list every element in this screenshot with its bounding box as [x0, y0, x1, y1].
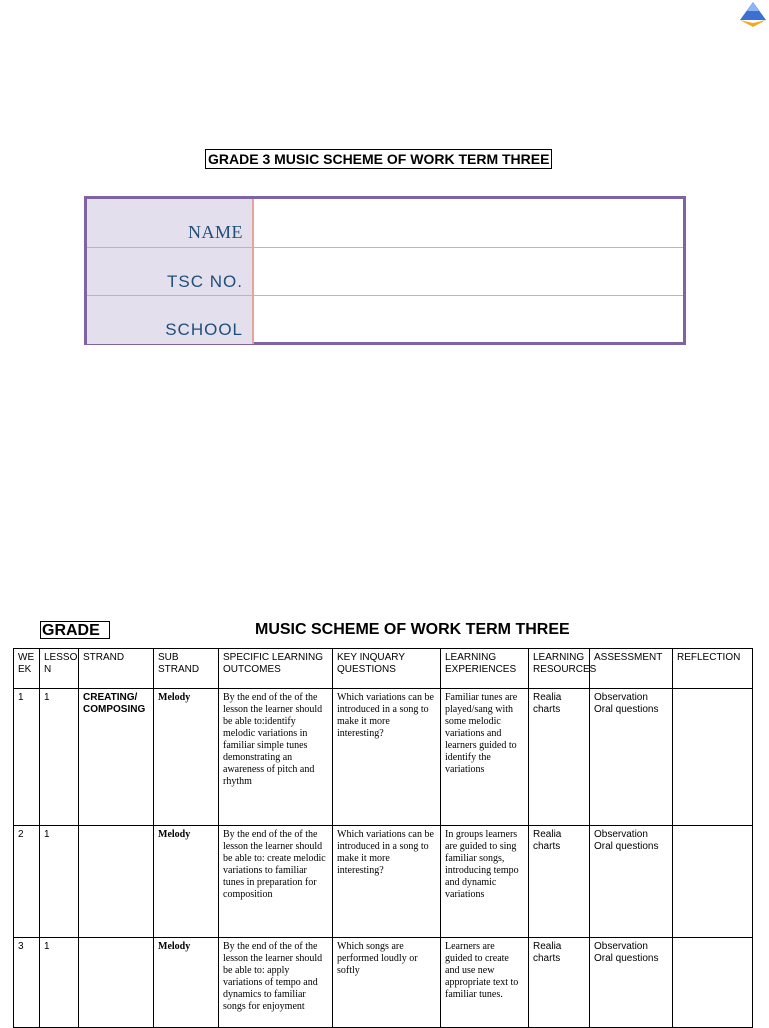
tsc-label: TSC NO.	[167, 272, 243, 291]
assessment-cell: Observation Oral questions	[590, 826, 673, 938]
assessment-cell: Observation Oral questions	[590, 689, 673, 826]
questions-cell: Which variations can be introduced in a song to make it more interesting?	[333, 826, 441, 938]
table-row	[14, 689, 753, 826]
questions-cell: Which variations can be introduced in a song to make it more interesting?	[333, 689, 441, 826]
reflection-cell	[673, 826, 753, 938]
school-label-cell	[87, 296, 254, 344]
reflection-cell	[673, 938, 753, 1028]
teacher-details-table	[84, 196, 686, 345]
school-field[interactable]	[254, 296, 683, 344]
tsc-row	[87, 247, 683, 296]
lesson-cell: 1	[40, 689, 79, 826]
header-resources: LEARNING RESOURCES	[529, 649, 590, 689]
name-label: NAME	[188, 222, 243, 242]
sub-strand-cell: Melody	[154, 689, 219, 826]
strand-cell	[79, 938, 154, 1028]
questions-cell: Which songs are performed loudly or softly	[333, 938, 441, 1028]
scheme-table	[13, 648, 753, 1028]
name-field[interactable]	[254, 199, 683, 247]
school-label: SCHOOL	[165, 320, 243, 339]
reflection-cell	[673, 689, 753, 826]
lesson-cell: 1	[40, 938, 79, 1028]
scheme-title: MUSIC SCHEME OF WORK TERM THREE	[255, 621, 570, 638]
experiences-cell: Learners are guided to create and use new appropriate text to familiar tunes.	[441, 938, 529, 1028]
header-lesson: LESSO N	[40, 649, 79, 689]
header-strand: STRAND	[79, 649, 154, 689]
name-label-cell	[87, 199, 254, 247]
tsc-field[interactable]	[254, 248, 683, 296]
outcomes-cell: By the end of the of the lesson the learner should be able to: apply variations of tempo and dynamics to familiar songs for enjoyment	[219, 938, 333, 1028]
header-week: WE EK	[14, 649, 40, 689]
week-cell: 2	[14, 826, 40, 938]
week-cell: 1	[14, 689, 40, 826]
sub-strand-cell: Melody	[154, 826, 219, 938]
mountain-logo-icon	[737, 0, 769, 28]
table-header-row	[14, 649, 753, 689]
lesson-cell: 1	[40, 826, 79, 938]
header-questions: KEY INQUARY QUESTIONS	[333, 649, 441, 689]
cover-title: GRADE 3 MUSIC SCHEME OF WORK TERM THREE	[205, 149, 552, 169]
header-sub-strand: SUB STRAND	[154, 649, 219, 689]
header-assessment: ASSESSMENT	[590, 649, 673, 689]
experiences-cell: Familiar tunes are played/sang with some melodic variations and learners guided to identify the variations	[441, 689, 529, 826]
resources-cell: Realia charts	[529, 689, 590, 826]
strand-cell	[79, 826, 154, 938]
experiences-cell: In groups learners are guided to sing familiar songs, introducing tempo and dynamic variations	[441, 826, 529, 938]
outcomes-cell: By the end of the of the lesson the learner should be able to:identify melodic variations in familiar simple tunes demonstrating an awareness of pitch and rhythm	[219, 689, 333, 826]
resources-cell: Realia charts	[529, 938, 590, 1028]
table-row	[14, 826, 753, 938]
table-row	[14, 938, 753, 1028]
tsc-label-cell	[87, 248, 254, 296]
grade-label: GRADE	[40, 621, 110, 639]
sub-strand-cell: Melody	[154, 938, 219, 1028]
header-experiences: LEARNING EXPERIENCES	[441, 649, 529, 689]
header-outcomes: SPECIFIC LEARNING OUTCOMES	[219, 649, 333, 689]
week-cell: 3	[14, 938, 40, 1028]
name-row	[87, 199, 683, 247]
outcomes-cell: By the end of the of the lesson the learner should be able to: create melodic variations to familiar tunes in preparation for composition	[219, 826, 333, 938]
header-reflection: REFLECTION	[673, 649, 753, 689]
school-row	[87, 295, 683, 344]
resources-cell: Realia charts	[529, 826, 590, 938]
assessment-cell: Observation Oral questions	[590, 938, 673, 1028]
strand-cell: CREATING/ COMPOSING	[79, 689, 154, 826]
